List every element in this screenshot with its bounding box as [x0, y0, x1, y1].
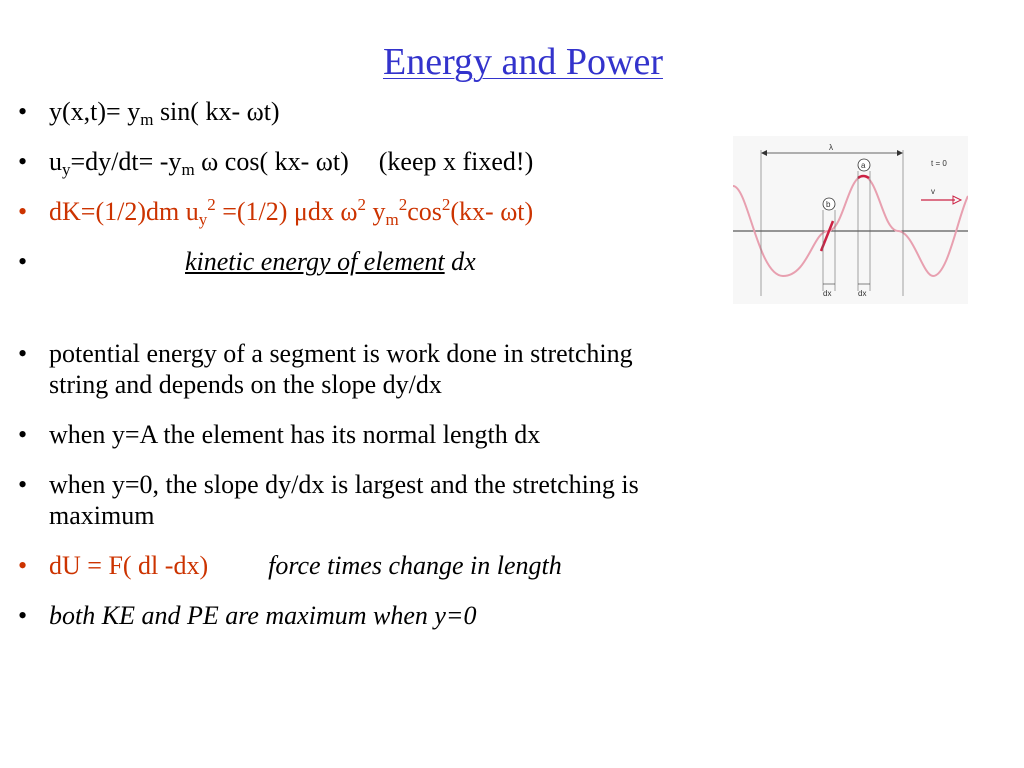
lambda-label: λ: [829, 143, 833, 152]
velocity-label: v: [931, 187, 935, 196]
bullet-normal-length: • when y=A the element has its normal length dx: [18, 420, 541, 449]
bullet-marker: •: [18, 197, 28, 226]
bullet-kinetic-energy: • dK=(1/2)dm $u_y^2 =(1/2)$ μdx $\omega^2$ $y_m^2\cos^2(kx-$ ωt): [18, 195, 534, 229]
wave-figure: [733, 136, 968, 304]
point-b-label: b: [826, 200, 831, 209]
bullet-marker: •: [18, 601, 28, 630]
bullet-marker: •: [18, 339, 28, 368]
velocity-note: (keep x fixed!): [378, 147, 534, 176]
bullet-marker: •: [18, 97, 28, 126]
bullet-marker: •: [18, 147, 28, 176]
bullet-list: [18, 96, 738, 650]
bullet-marker: •: [18, 551, 28, 580]
time-label: t = 0: [931, 159, 947, 168]
bullet-wave-equation: • $y(x,t)= y_m$ sin( kx- ωt): [18, 97, 280, 129]
bullet-marker: •: [18, 247, 28, 276]
bullet-marker: •: [18, 470, 28, 499]
bullet-velocity: • $u_y=dy/dt= -y_m$ ω cos( kx- ωt) (keep x fixed!): [18, 147, 534, 179]
point-a-label: a: [861, 161, 866, 170]
slide-title: Energy and Power: [382, 41, 663, 83]
bullet-potential-energy: • potential energy of a segment is work done in stretching string and depends on the slope dy/dx: [18, 339, 633, 399]
bullet-max-stretch: • when y=0, the slope dy/dx is largest and the stretching is maximum: [18, 470, 639, 530]
dx-label-b: dx: [823, 289, 832, 298]
bullet-conclusion: • both KE and PE are maximum when y=0: [18, 601, 477, 630]
dx-label-a: dx: [858, 289, 867, 298]
bullet-potential-equation: • dU = F( dl -dx) force times change in length: [18, 551, 562, 580]
bullet-ke-label: • kinetic energy of element dx: [18, 247, 476, 276]
crest-segment: [858, 176, 869, 178]
bullet-marker: •: [18, 420, 28, 449]
